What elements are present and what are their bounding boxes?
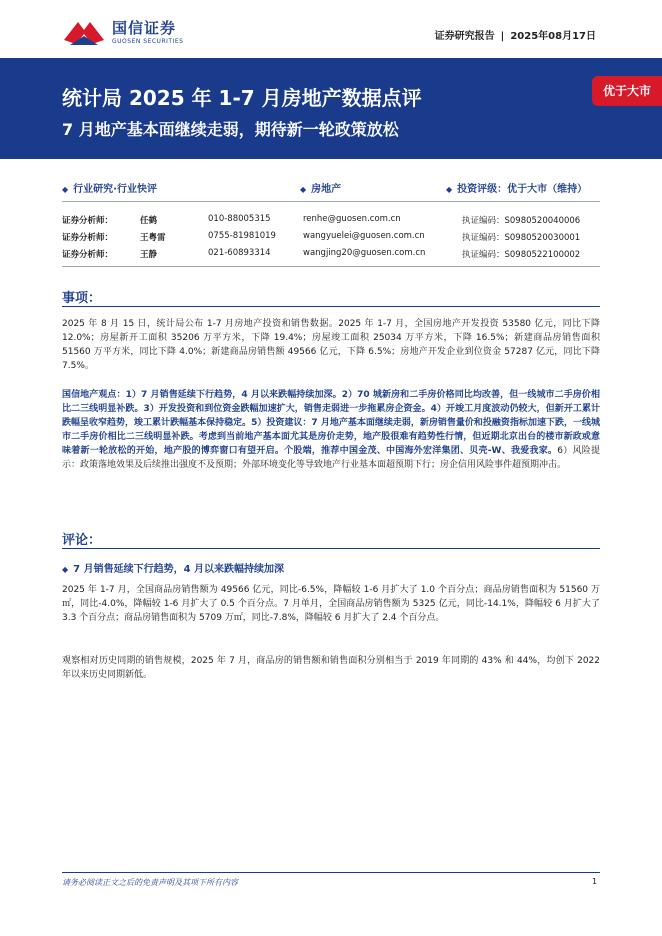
analyst-role: 证券分析师： bbox=[62, 250, 114, 260]
section-heading-comment: 评论： bbox=[62, 533, 102, 548]
analyst-cert: 执证编码：S0980520040006 bbox=[462, 216, 581, 226]
meta-rating: ◆ 投资评级：优于大市（维持） bbox=[446, 184, 588, 195]
analyst-email[interactable]: renhe@guosen.com.cn bbox=[303, 214, 401, 224]
analyst-role: 证券分析师： bbox=[62, 233, 114, 243]
section-rule bbox=[62, 306, 600, 307]
diamond-icon: ◆ bbox=[300, 185, 307, 194]
report-header-info: 证券研究报告 | 2025年08月17日 bbox=[434, 31, 596, 42]
view-lead: 国信地产观点： bbox=[62, 390, 126, 400]
analyst-name: 王粤雷 bbox=[140, 233, 166, 243]
analyst-phone: 010-88005315 bbox=[208, 214, 271, 224]
diamond-icon: ◆ bbox=[62, 565, 69, 574]
comment-paragraph-2: 观察相对历史同期的销售规模，2025 年 7 月，商品房的销售额和销售面积分别相当于 2019 年同期的 43% 和 44%，均创下 2022 年以来历史同期新低。 bbox=[62, 656, 600, 680]
section-rule bbox=[62, 548, 600, 549]
report-type: 证券研究报告 bbox=[434, 31, 495, 42]
view-paragraph bbox=[62, 388, 600, 472]
event-paragraph: 2025 年 8 月 15 日，统计局公布 1-7 月房地产投资和销售数据。2025 年 1-7 月，全国房地产开发投资 53580 亿元，同比下降 12.0%；房屋新开工面积 35206 万平方米，下降 19.4%；房屋竣工面积 25034 万平方米，下降 16.5%；新建商品房销售面积 51560 万平方米，同比下降 4.0%；新建商品房销售额 49566 亿元，下降 6.5%；房地产开发企业到位资金 57287 亿元，同比下降 7.5%。 bbox=[62, 319, 600, 371]
comment-paragraph-1: 2025 年 1-7 月，全国商品房销售额为 49566 亿元，同比-6.5%，降幅较 1-6 月扩大了 1.0 个百分点；商品房销售面积为 51560 万㎡，同比-4.0%，降幅较 1-6 月扩大了 0.5 个百分点。7 月单月，全国商品房销售额为 5325 亿元，同比-14.1%，降幅较 6 月扩大了 3.3 个百分点；商品房销售面积为 5709 万㎡，同比-7.8%，降幅较 6 月扩大了 2.4 个百分点。 bbox=[62, 585, 600, 623]
meta-sector: ◆ 房地产 bbox=[300, 184, 342, 195]
section-heading-event: 事项： bbox=[62, 291, 102, 306]
analyst-name: 王静 bbox=[140, 250, 158, 260]
diamond-icon: ◆ bbox=[446, 185, 453, 194]
footer-disclaimer: 请务必阅读正文之后的免责声明及其项下所有内容 bbox=[62, 878, 238, 887]
analyst-email[interactable]: wangjing20@guosen.com.cn bbox=[303, 248, 426, 258]
report-title: 统计局 2025 年 1-7 月房地产数据点评 bbox=[62, 86, 422, 110]
brand-name: 国信证券 bbox=[112, 19, 177, 37]
analyst-role: 证券分析师： bbox=[62, 216, 114, 226]
report-subtitle: 7 月地产基本面继续走弱，期待新一轮政策放松 bbox=[62, 120, 399, 139]
analyst-divider bbox=[62, 266, 600, 267]
meta-category: ◆ 行业研究·行业快评 bbox=[62, 184, 157, 195]
report-date: 2025年08月17日 bbox=[510, 31, 596, 42]
comment-subheading: ◆ 7 月销售延续下行趋势，4 月以来跌幅持续加深 bbox=[62, 564, 285, 575]
view-bold-text: 1）7 月销售延续下行趋势，4 月以来跌幅持续加深。2）70 城新房和二手房价格同比均改善，但一线城市二手房价相比二三线明显补跌。3）开发投资和到位资金跌幅加速扩大，销售走弱进一步拖累房企资金。4）开竣工月度波动仍较大，但新开工累计跌幅呈收窄趋势，竣工累计跌幅基本保持稳定。5）投资建议：7 月地产基本面继续走弱，新房销售量价和投融资指标加速下跌，一线城市二手房价相比二三线明显补跌。考虑到当前地产基本面尤其是房价走势，地产股很难有趋势性行情，但近期北京出台的楼市新政或意味着新一轮放松的开始，地产股的博弈窗口有望开启。个股端，推荐中国金茂、中国海外宏洋集团、贝壳-W、我爱我家。 bbox=[62, 390, 600, 456]
analyst-cert: 执证编码：S0980520030001 bbox=[462, 233, 581, 243]
risk-text: 6）风险提示：政策落地效果及后续推出强度不及预期；外部环境变化等导致地产行业基本面超预期下行；房企信用风险事件超预期冲击。 bbox=[62, 446, 601, 470]
footer-rule bbox=[62, 872, 600, 873]
guosen-logo-icon bbox=[62, 18, 106, 48]
analyst-phone: 0755-81981019 bbox=[208, 231, 276, 241]
meta-divider bbox=[62, 201, 600, 202]
analyst-email[interactable]: wangyuelei@guosen.com.cn bbox=[303, 231, 425, 241]
analyst-phone: 021-60893314 bbox=[208, 248, 271, 258]
page-number: 1 bbox=[592, 877, 598, 886]
rating-badge: 优于大市 bbox=[592, 76, 662, 106]
brand-name-en: GUOSEN SECURITIES bbox=[112, 38, 184, 45]
analyst-name: 任鹤 bbox=[140, 216, 158, 226]
diamond-icon: ◆ bbox=[62, 185, 69, 194]
analyst-cert: 执证编码：S0980522100002 bbox=[462, 250, 581, 260]
